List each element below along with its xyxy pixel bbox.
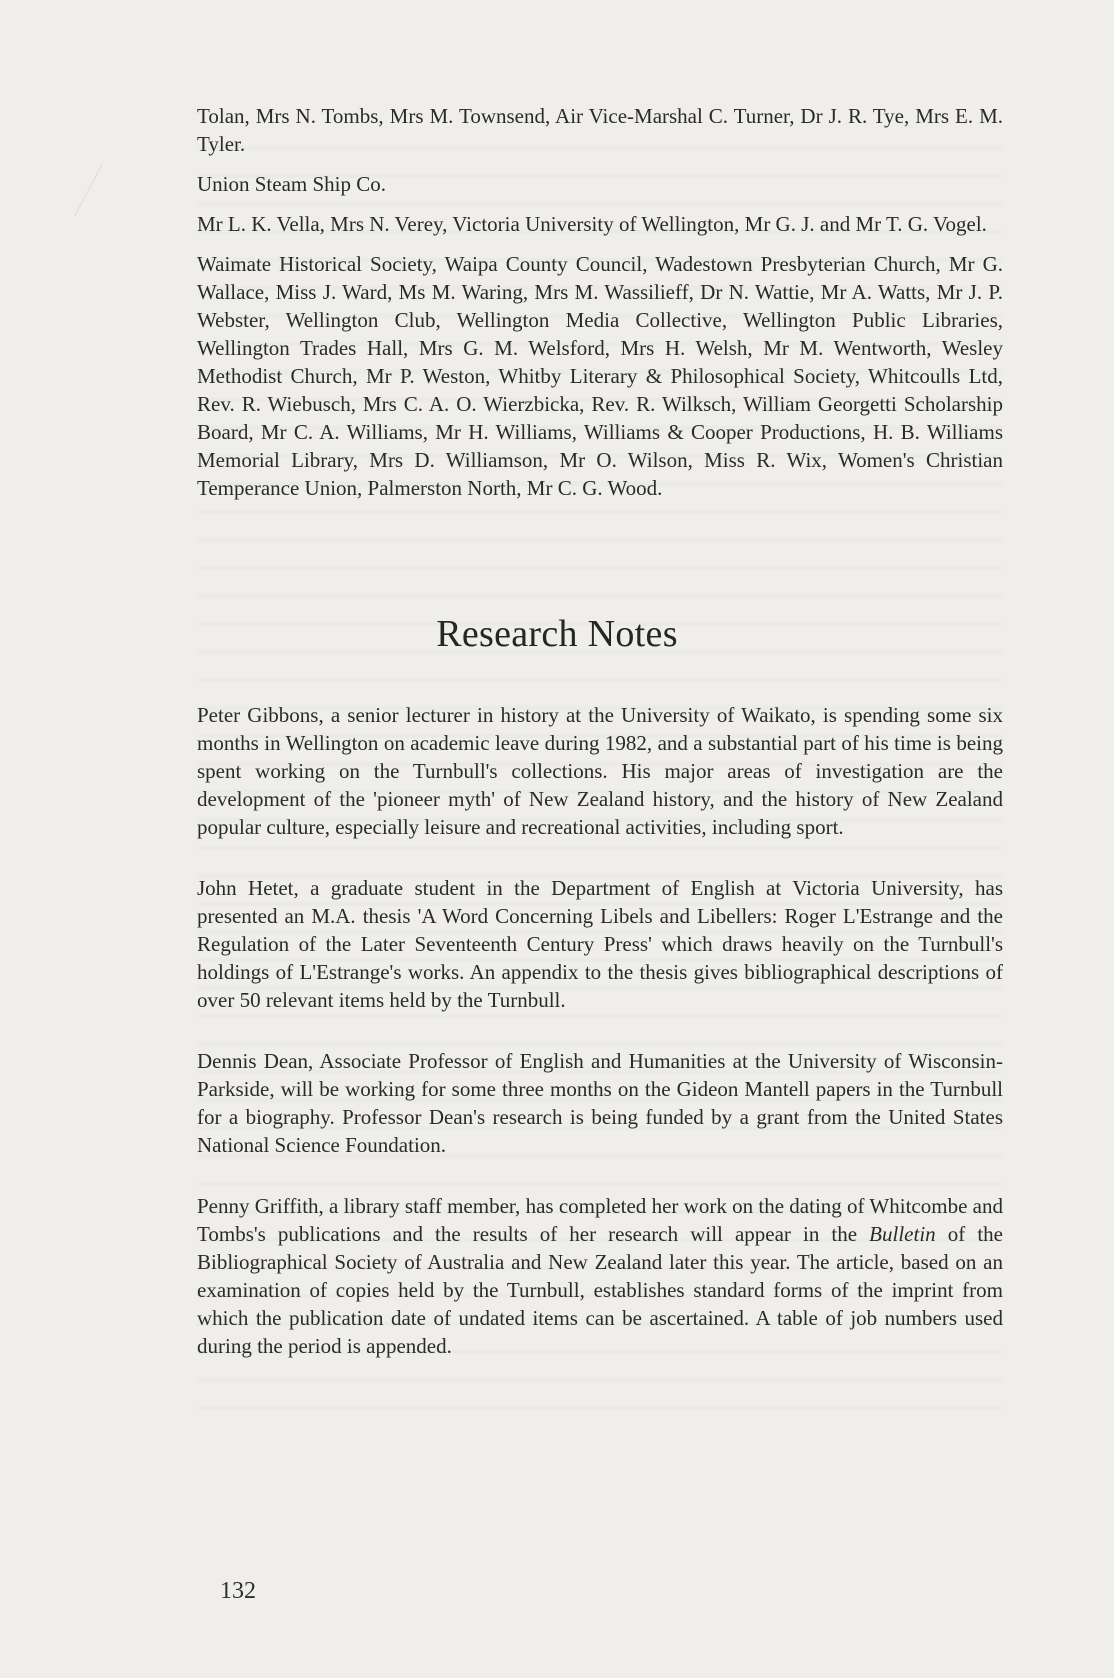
note-griffith-text-start: Penny Griffith, a library staff member, has completed her work on the dating of Whitcombe and Tombs's publications and the results of her research will appear in the [197, 1194, 1003, 1246]
note-griffith [197, 1192, 1003, 1360]
research-notes [197, 701, 1003, 1360]
acknowledgement-paragraph-u: Union Steam Ship Co. [197, 172, 387, 196]
note-dean: Dennis Dean, Associate Professor of English and Humanities at the University of Wisconsin-Parkside, will be working for some three months on the Gideon Mantell papers in the Turnbull for a biography. Professor Dean's research is being funded by a grant from the United States National Science Foundation. [197, 1049, 1003, 1157]
acknowledgements-list [197, 102, 1003, 502]
note-hetet: John Hetet, a graduate student in the Department of English at Victoria University, has presented an M.A. thesis 'A Word Concerning Libels and Libellers: Roger L'Estrange and the Regulation of the Later Seventeenth Century Press' which draws heavily on the Turnbull's holdings of L'Estrange's works. An appendix to the thesis gives bibliographical descriptions of over 50 relevant items held by the Turnbull. [197, 876, 1003, 1012]
bulletin-title: Bulletin [869, 1222, 936, 1246]
acknowledgement-paragraph-t: Tolan, Mrs N. Tombs, Mrs M. Townsend, Air Vice-Marshal C. Turner, Dr J. R. Tye, Mrs E. M. Tyler. [197, 104, 1003, 156]
page-number: 132 [220, 1578, 256, 1604]
paper-crease [74, 163, 103, 216]
note-griffith-text-end: of the Bibliographical Society of Australia and New Zealand later this year. The article, based on an examination of copies held by the Turnbull, establishes standard forms of the imprint from which the publication date of undated items can be ascertained. A table of job numbers used during the period is appended. [197, 1222, 1003, 1358]
acknowledgement-paragraph-v: Mr L. K. Vella, Mrs N. Verey, Victoria University of Wellington, Mr G. J. and Mr T. G. Vogel. [197, 212, 987, 236]
note-gibbons: Peter Gibbons, a senior lecturer in history at the University of Waikato, is spending some six months in Wellington on academic leave during 1982, and a substantial part of his time is being spent working on the Turnbull's collections. His major areas of investigation are the development of the 'pioneer myth' of New Zealand history, and the history of New Zealand popular culture, especially leisure and recreational activities, including sport. [197, 703, 1003, 839]
section-heading: Research Notes [436, 613, 678, 655]
acknowledgement-paragraph-w: Waimate Historical Society, Waipa County Council, Wadestown Presbyterian Church, Mr G. Wallace, Miss J. Ward, Ms M. Waring, Mrs M. Wassilieff, Dr N. Wattie, Mr A. Watts, Mr J. P. Webster, Wellington Club, Wellington Media Collective, Wellington Public Libraries, Wellington Trades Hall, Mrs G. M. Welsford, Mrs H. Welsh, Mr M. Wentworth, Wesley Methodist Church, Mr P. Weston, Whitby Literary & Philosophical Society, Whitcoulls Ltd, Rev. R. Wiebusch, Mrs C. A. O. Wierzbicka, Rev. R. Wilksch, William Georgetti Scholarship Board, Mr C. A. Williams, Mr H. Williams, Williams & Cooper Productions, H. B. Williams Memorial Library, Mrs D. Williamson, Mr O. Wilson, Miss R. Wix, Women's Christian Temperance Union, Palmerston North, Mr C. G. Wood. [197, 252, 1003, 500]
